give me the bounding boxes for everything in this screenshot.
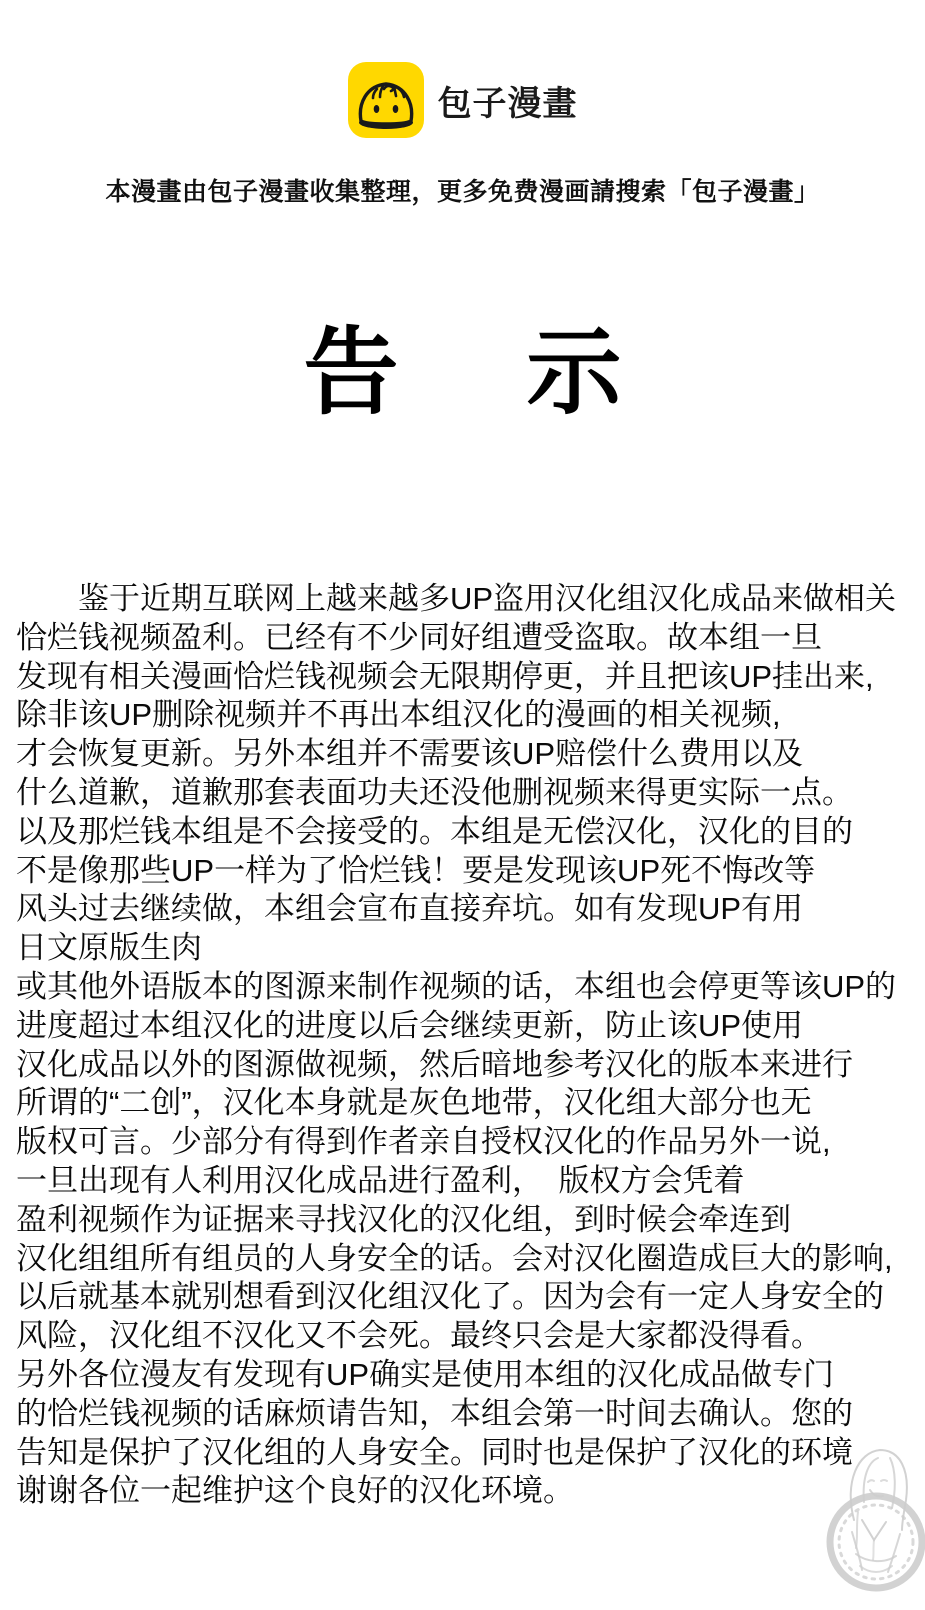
body-line: 版权可言。少部分有得到作者亲自授权汉化的作品另外一说, — [16, 1124, 831, 1160]
body-line: 汉化组组所有组员的人身安全的话。会对汉化圈造成巨大的影响, — [16, 1240, 893, 1276]
body-line: 告知是保护了汉化组的人身安全。同时也是保护了汉化的环境 — [16, 1434, 853, 1470]
body-line: 恰烂钱视频盈利。已经有不少同好组遭受盗取。故本组一旦 — [16, 619, 822, 655]
body-line: 以及那烂钱本组是不会接受的。本组是无偿汉化，汉化的目的 — [16, 813, 853, 849]
body-line: 盈利视频作为证据来寻找汉化的汉化组，到时候会牵连到 — [16, 1201, 791, 1237]
logo-wordmark: 包子漫畫 — [437, 84, 578, 123]
body-line: 另外各位漫友有发现有UP确实是使用本组的汉化成品做专门 — [16, 1356, 835, 1392]
body-line: 才会恢复更新。另外本组并不需要该UP赔偿什么费用以及 — [16, 736, 804, 772]
body-line: 或其他外语版本的图源来制作视频的话，本组也会停更等该UP的 — [16, 968, 897, 1004]
collection-notice-subtitle: 本漫畫由包子漫畫收集整理，更多免费漫画請搜索「包子漫畫」 — [105, 178, 820, 206]
app-logo — [0, 62, 925, 138]
body-line: 进度超过本组汉化的进度以后会继续更新，防止该UP使用 — [16, 1007, 804, 1043]
page-title — [0, 320, 925, 426]
body-line: 风险，汉化组不汉化又不会死。最终只会是大家都没得看。 — [16, 1318, 822, 1354]
body-line: 日文原版生肉 — [16, 930, 202, 966]
page-title-char-left: 告 — [303, 320, 399, 426]
body-line: 鉴于近期互联网上越来越多UP盗用汉化组汉化成品来做相关 — [16, 581, 897, 616]
body-line: 一旦出现有人利用汉化成品进行盈利， 版权方会凭着 — [16, 1162, 745, 1198]
body-line: 所谓的“二创”，汉化本身就是灰色地带，汉化组大部分也无 — [16, 1085, 812, 1121]
body-line: 不是像那些UP一样为了恰烂钱！要是发现该UP死不悔改等 — [16, 852, 816, 888]
body-line: 除非该UP删除视频并不再出本组汉化的漫画的相关视频, — [16, 697, 781, 733]
notice-body-text — [16, 580, 909, 1511]
body-line: 发现有相关漫画恰烂钱视频会无限期停更，并且把该UP挂出来, — [16, 658, 874, 694]
body-line: 汉化成品以外的图源做视频，然后暗地参考汉化的版本来进行 — [16, 1046, 853, 1082]
body-line: 谢谢各位一起维护这个良好的汉化环境。 — [16, 1473, 574, 1509]
body-line: 风头过去继续做，本组会宣布直接弃坑。如有发现UP有用 — [16, 891, 804, 927]
baozi-bun-logo-icon — [348, 62, 424, 138]
body-line: 什么道歉，道歉那套表面功夫还没他删视频来得更实际一点。 — [16, 774, 853, 810]
body-line: 以后就基本就别想看到汉化组汉化了。因为会有一定人身安全的 — [16, 1279, 884, 1315]
page-title-char-right: 示 — [526, 320, 622, 426]
body-line: 的恰烂钱视频的话麻烦请告知，本组会第一时间去确认。您的 — [16, 1395, 853, 1431]
